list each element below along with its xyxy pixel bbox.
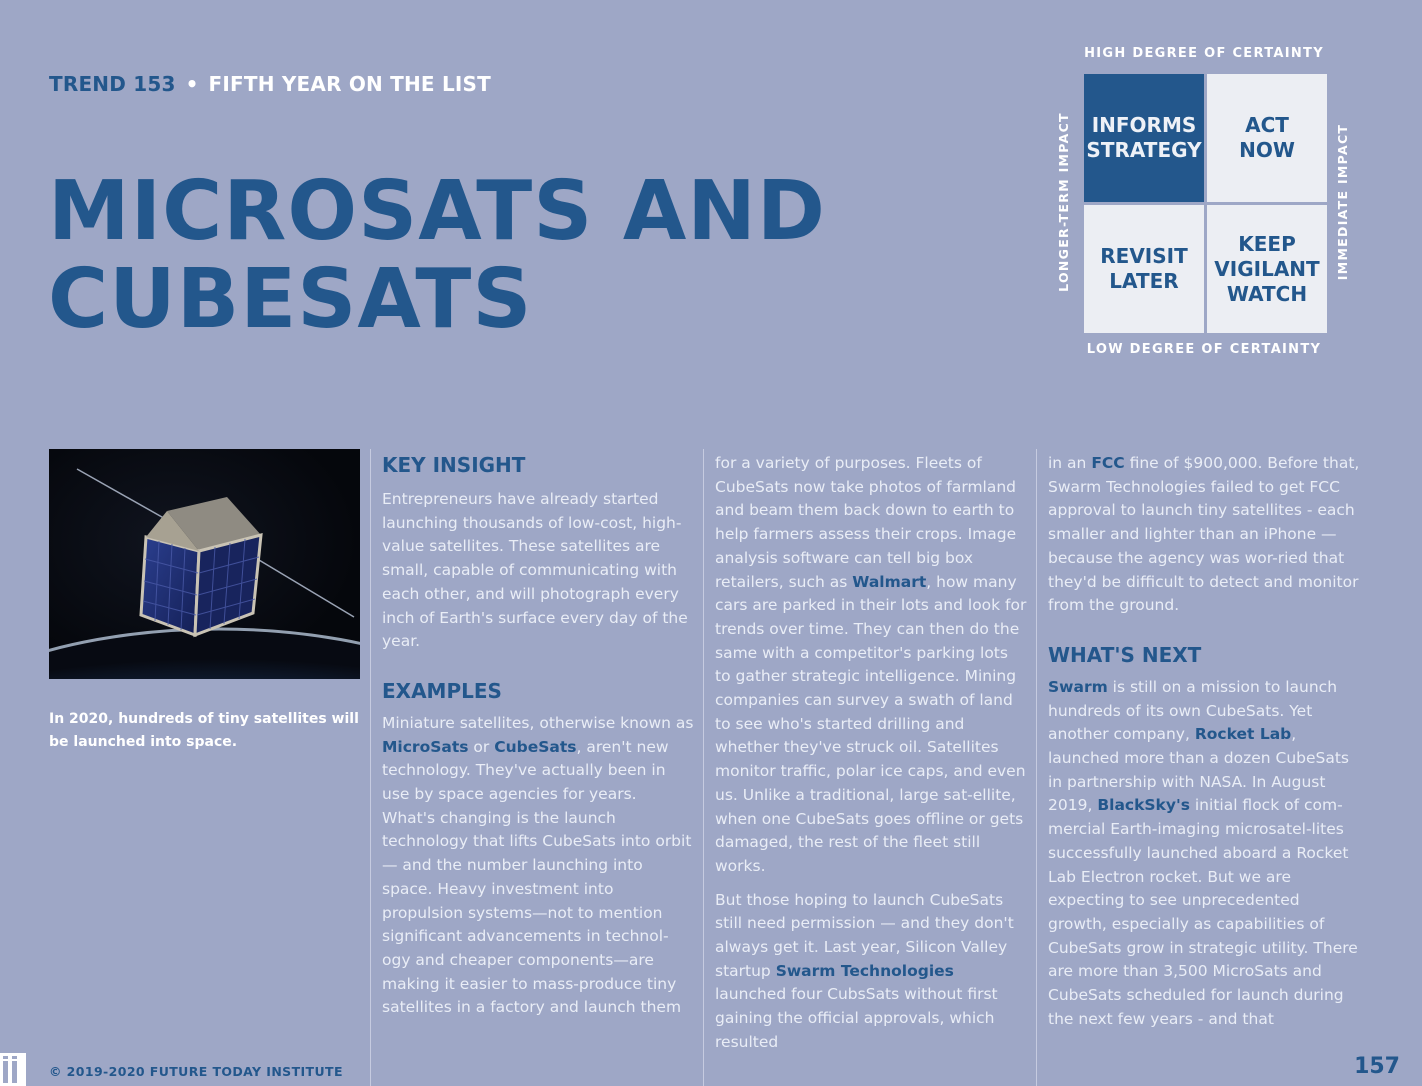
text-column-2 <box>715 452 1027 1055</box>
photo-caption: In 2020, hundreds of tiny satellites will be launched into space. <box>49 711 359 750</box>
trend-year-note: FIFTH YEAR ON THE LIST <box>208 72 491 96</box>
matrix-top-label: HIGH DEGREE OF CERTAINTY <box>1084 46 1324 61</box>
cube-right-face <box>195 535 261 635</box>
swarm-technologies-term: Swarm Technologies <box>775 961 954 980</box>
trend-number: TREND 153 <box>49 72 176 96</box>
matrix-right-label: IMMEDIATE IMPACT <box>1335 123 1350 281</box>
cubesat-illustration <box>49 449 360 679</box>
matrix-cell-act-now: ACT NOW <box>1207 74 1327 202</box>
examples-text: Miniature satellites, otherwise known as MicroSats or CubeSats, aren't new technology. They've actually been in use by space agencies for years. What's changing is the launch technology that lifts CubeSats into orbit — and the number launching into space. Heavy investment into propulsion systems—not to mention significant advancements in technol-ogy and cheaper components—are making it easier to mass-produce tiny satellites in a factory and launch them <box>382 713 694 1017</box>
matrix-cell-revisit-later: REVISIT LATER <box>1084 205 1204 333</box>
text-column-1 <box>382 452 694 1020</box>
fti-logo-icon <box>0 1053 26 1086</box>
column-divider-2 <box>703 449 704 1086</box>
whats-next-text: Swarm is still on a mission to launch hundreds of its own CubeSats. Yet another company, Rocket Lab, launched more than a dozen CubeSats in partnership with NASA. In August 2019, BlackSky's initial flock of com-mercial Earth-imaging microsatel-lites successfully launched aboard a Rocket Lab Electron rocket. But we are expecting to see unprecedented growth, especially as capabilities of CubeSats grow in strategic utility. There are more than 3,500 MicroSats and CubeSats scheduled for launch during the next few years - and that <box>1048 677 1358 1028</box>
certainty-matrix <box>1084 74 1324 332</box>
trend-label <box>49 72 491 96</box>
column-divider-3 <box>1036 449 1037 1086</box>
matrix-cell-informs-strategy: INFORMS STRATEGY <box>1084 74 1204 202</box>
copyright-notice: © 2019-2020 FUTURE TODAY INSTITUTE <box>49 1064 343 1079</box>
column2-paragraph-1: for a variety of purposes. Fleets of CubeSats now take photos of farmland and beam them back down to earth to help farmers assess their crops. Image analysis software can tell big box retailers, such as Walmart, how many cars are parked in their lots and look for trends over time. They can then do the same with a competitor's parking lots to gather strategic intelligence. Mining companies can survey a swath of land to see who's started drilling and whether they've struck oil. Satellites monitor traffic, polar ice caps, and even us. Unlike a traditional, large sat-ellite, when one CubeSats goes offline or gets damaged, the rest of the fleet still works. <box>715 454 1027 875</box>
trend-separator: • <box>185 72 199 96</box>
page-title-line1: MICROSATS AND <box>48 164 826 259</box>
key-insight-text: Entrepreneurs have already started launching thousands of low-cost, high-value satellites. These satellites are small, capable of communicating with each other, and will photograph every inch of Earth's surface every day of the year. <box>382 490 688 651</box>
page-number: 157 <box>1354 1054 1400 1079</box>
rocket-lab-term: Rocket Lab <box>1194 725 1292 744</box>
antenna-right <box>254 557 354 617</box>
antenna-left <box>77 469 169 521</box>
cubesat-photo <box>49 449 360 679</box>
blacksky-term: BlackSky's <box>1097 796 1190 815</box>
whats-next-heading: WHAT'S NEXT <box>1048 642 1202 667</box>
column-divider-1 <box>370 449 371 1086</box>
matrix-cell-keep-vigilant-watch: KEEP VIGILANT WATCH <box>1207 205 1327 333</box>
cubesats-term: CubeSats <box>494 737 577 756</box>
text-column-3 <box>1048 452 1360 1031</box>
matrix-left-label: LONGER-TERM IMPACT <box>1056 112 1071 292</box>
matrix-bottom-label: LOW DEGREE OF CERTAINTY <box>1086 342 1322 357</box>
walmart-term: Walmart <box>852 572 927 591</box>
page-title-line2: CUBESATS <box>48 252 533 347</box>
page-title <box>48 164 826 347</box>
examples-heading: EXAMPLES <box>382 678 502 703</box>
column2-paragraph-2: But those hoping to launch CubeSats still need permission — and they don't always get it. Last year, Silicon Valley startup Swarm Technologies launched four CubsSats without first gaining the official approvals, which resulted <box>715 890 1014 1051</box>
microsats-term: MicroSats <box>382 737 469 756</box>
fcc-term: FCC <box>1091 454 1125 472</box>
column3-paragraph-1: in an FCC fine of $900,000. Before that, Swarm Technologies failed to get FCC approval to launch tiny satellites - each smaller and lighter than an iPhone — because the agency was wor-ried that they'd be difficult to detect and monitor from the ground. <box>1048 454 1360 615</box>
key-insight-heading: KEY INSIGHT <box>382 453 526 477</box>
swarm-term: Swarm <box>1048 677 1108 696</box>
